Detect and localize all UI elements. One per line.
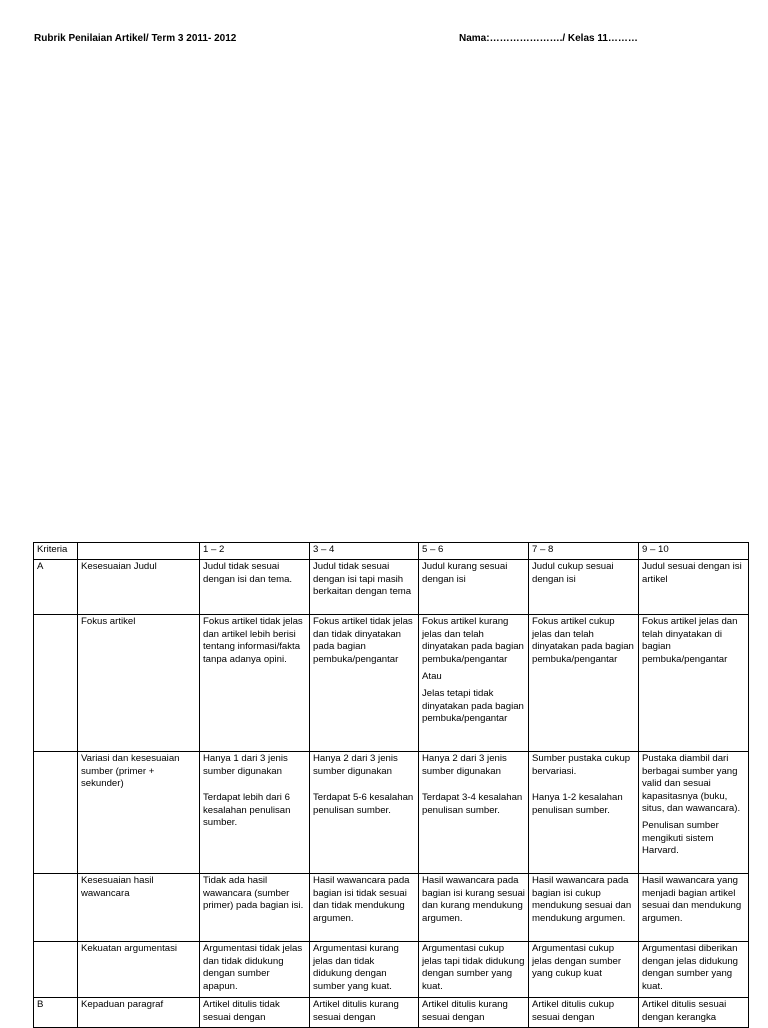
score-description-cell: [310, 615, 419, 752]
criterion-name-cell: Variasi dan kesesuaian sumber (primer + sekunder): [78, 752, 200, 874]
description-text: Fokus artikel cukup jelas dan telah dinyatakan pada bagian pembuka/pengantar: [532, 616, 634, 665]
description-text: Atau: [422, 671, 442, 683]
table-row: [34, 560, 749, 615]
score-description-cell: [529, 998, 639, 1028]
description-text: Argumentasi kurang jelas dan tidak didukung dengan sumber yang kuat.: [313, 943, 399, 992]
score-description-cell: [419, 560, 529, 615]
criterion-name-cell: Kesesuaian Judul: [78, 560, 200, 615]
description-text: Artikel ditulis tidak sesuai dengan: [203, 999, 280, 1023]
score-description-cell: [639, 752, 749, 874]
score-description-cell: [419, 942, 529, 998]
description-text: Fokus artikel kurang jelas dan telah dinyatakan pada bagian pembuka/pengantar: [422, 616, 524, 665]
column-header: 5 – 6: [419, 543, 529, 560]
score-description-cell: [639, 998, 749, 1028]
description-text: Artikel ditulis sesuai dengan kerangka: [642, 999, 727, 1023]
criteria-group-cell: [34, 874, 78, 942]
description-text: Argumentasi cukup jelas tapi tidak didukung dengan sumber yang kuat.: [422, 943, 525, 992]
description-text: Terdapat 5-6 kesalahan penulisan sumber.: [313, 792, 414, 816]
description-text: Terdapat 3-4 kesalahan penulisan sumber.: [422, 792, 523, 816]
description-text: Tidak ada hasil wawancara (sumber primer) pada bagian isi.: [203, 875, 304, 912]
description-text: Judul kurang sesuai dengan isi: [422, 561, 508, 585]
column-header: 7 – 8: [529, 543, 639, 560]
criteria-group-cell: B: [34, 998, 78, 1028]
document-title: Rubrik Penilaian Artikel/ Term 3 2011- 2012: [34, 33, 237, 44]
description-text: Sumber pustaka cukup bervariasi.: [532, 753, 631, 777]
score-description-cell: [419, 615, 529, 752]
score-description-cell: [529, 615, 639, 752]
description-text: Argumentasi cukup jelas dengan sumber yang cukup kuat: [532, 943, 622, 980]
score-description-cell: [310, 874, 419, 942]
description-text: Hasil wawancara yang menjadi bagian artikel sesuai dan mendukung argumen.: [642, 875, 742, 924]
score-description-cell: [200, 560, 310, 615]
score-description-cell: [200, 998, 310, 1028]
score-description-cell: [419, 874, 529, 942]
table-row: [34, 615, 749, 752]
criteria-group-cell: [34, 752, 78, 874]
column-header: 3 – 4: [310, 543, 419, 560]
score-description-cell: [310, 998, 419, 1028]
student-name-class-field: Nama:…………………./ Kelas 11………: [459, 33, 638, 44]
rubric-table: [33, 542, 749, 1028]
description-text: Argumentasi tidak jelas dan tidak didukung dengan sumber apapun.: [203, 943, 303, 992]
score-description-cell: [419, 752, 529, 874]
criterion-name-cell: Kepaduan paragraf: [78, 998, 200, 1028]
description-text: Argumentasi diberikan dengan jelas didukung dengan sumber yang kuat.: [642, 943, 739, 992]
criterion-name-cell: Fokus artikel: [78, 615, 200, 752]
score-description-cell: [310, 560, 419, 615]
score-description-cell: [200, 752, 310, 874]
criteria-group-cell: [34, 615, 78, 752]
score-description-cell: [639, 560, 749, 615]
score-description-cell: [310, 942, 419, 998]
description-text: Artikel ditulis cukup sesuai dengan: [532, 999, 615, 1023]
score-description-cell: [310, 752, 419, 874]
criteria-group-cell: [34, 942, 78, 998]
column-header: [78, 543, 200, 560]
score-description-cell: [200, 942, 310, 998]
description-text: Fokus artikel tidak jelas dan artikel lebih berisi tentang informasi/fakta tanpa adanya opini.: [203, 616, 303, 665]
description-text: Judul cukup sesuai dengan isi: [532, 561, 614, 585]
description-text: Judul sesuai dengan isi artikel: [642, 561, 742, 585]
description-text: Hasil wawancara pada bagian isi cukup mendukung sesuai dan mendukung argumen.: [532, 875, 632, 924]
score-description-cell: [529, 752, 639, 874]
criterion-name-cell: Kesesuaian hasil wawancara: [78, 874, 200, 942]
table-header-row: [34, 543, 749, 560]
description-text: Hanya 1-2 kesalahan penulisan sumber.: [532, 792, 623, 816]
score-description-cell: [200, 874, 310, 942]
description-text: Hanya 2 dari 3 jenis sumber digunakan: [313, 753, 398, 777]
description-text: Pustaka diambil dari berbagai sumber yang valid dan sesuai kapasitasnya (buku, situs, dan wawancara).: [642, 753, 741, 815]
column-header: Kriteria: [34, 543, 78, 560]
table-row: [34, 752, 749, 874]
score-description-cell: [529, 560, 639, 615]
description-text: Hanya 1 dari 3 jenis sumber digunakan: [203, 753, 288, 777]
score-description-cell: [529, 942, 639, 998]
score-description-cell: [200, 615, 310, 752]
description-text: Hasil wawancara pada bagian isi kurang sesuai dan kurang mendukung argumen.: [422, 875, 525, 924]
score-description-cell: [639, 874, 749, 942]
table-row: [34, 874, 749, 942]
description-text: Hasil wawancara pada bagian isi tidak sesuai dan tidak mendukung argumen.: [313, 875, 410, 924]
column-header: 1 – 2: [200, 543, 310, 560]
criteria-group-cell: A: [34, 560, 78, 615]
description-text: Terdapat lebih dari 6 kesalahan penulisan sumber.: [203, 792, 291, 829]
description-text: Fokus artikel tidak jelas dan tidak dinyatakan pada bagian pembuka/pengantar: [313, 616, 413, 665]
description-text: Judul tidak sesuai dengan isi dan tema.: [203, 561, 293, 585]
score-description-cell: [419, 998, 529, 1028]
criterion-name-cell: Kekuatan argumentasi: [78, 942, 200, 998]
table-row: [34, 998, 749, 1028]
score-description-cell: [639, 615, 749, 752]
description-text: Penulisan sumber mengikuti sistem Harvard.: [642, 820, 719, 857]
description-text: Fokus artikel jelas dan telah dinyatakan di bagian pembuka/pengantar: [642, 616, 738, 665]
description-text: Artikel ditulis kurang sesuai dengan: [313, 999, 399, 1023]
score-description-cell: [639, 942, 749, 998]
table-row: [34, 942, 749, 998]
description-text: Jelas tetapi tidak dinyatakan pada bagian pembuka/pengantar: [422, 688, 524, 725]
description-text: Judul tidak sesuai dengan isi tapi masih berkaitan dengan tema: [313, 561, 412, 598]
score-description-cell: [529, 874, 639, 942]
description-text: Artikel ditulis kurang sesuai dengan: [422, 999, 508, 1023]
description-text: Hanya 2 dari 3 jenis sumber digunakan: [422, 753, 507, 777]
column-header: 9 – 10: [639, 543, 749, 560]
